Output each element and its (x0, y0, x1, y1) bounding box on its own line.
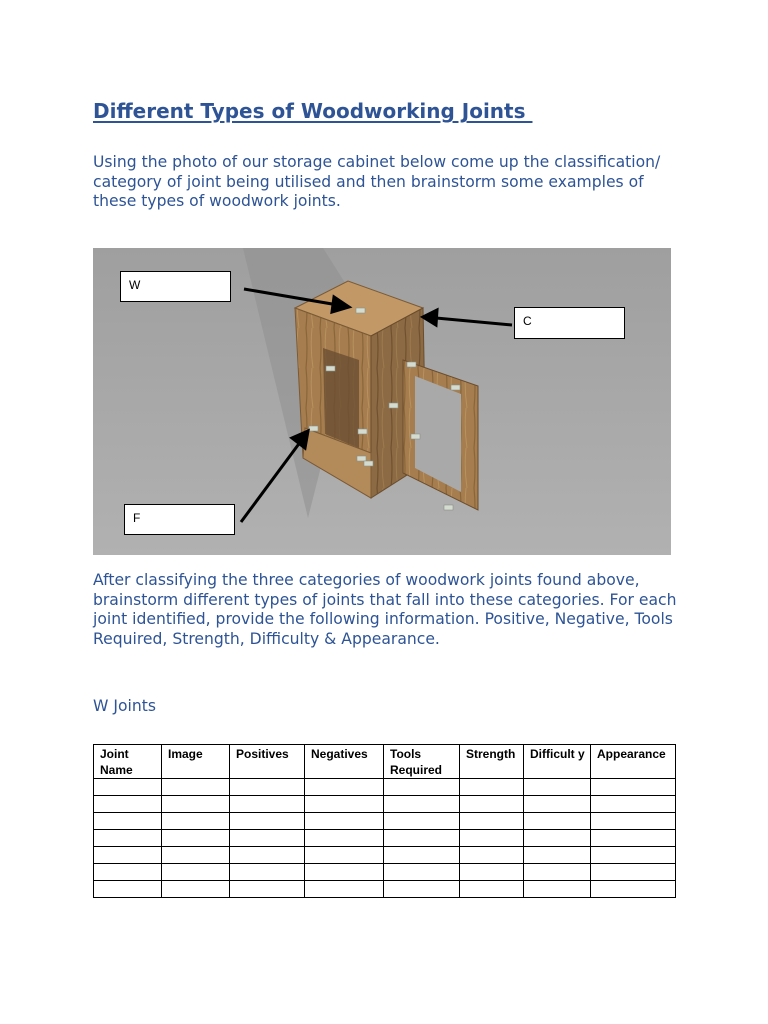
document-title: Different Types of Woodworking Joints (93, 99, 533, 123)
table-cell[interactable] (384, 796, 460, 813)
table-cell[interactable] (460, 813, 524, 830)
table-cell[interactable] (305, 881, 384, 898)
table-cell[interactable] (230, 847, 305, 864)
table-cell[interactable] (384, 847, 460, 864)
header-image: Image (162, 745, 230, 779)
header-strength: Strength (460, 745, 524, 779)
table-cell[interactable] (524, 881, 591, 898)
table-body (94, 779, 676, 898)
table-cell[interactable] (162, 864, 230, 881)
intro-paragraph: Using the photo of our storage cabinet below come up the classification/ category of joint being utilised and then brainstorm some examples of these types of woodwork joints. (93, 153, 661, 210)
header-difficulty: Difficult y (524, 745, 591, 779)
label-box-c: C (514, 307, 625, 339)
table-cell[interactable] (384, 813, 460, 830)
table-cell[interactable] (384, 881, 460, 898)
table-cell[interactable] (591, 813, 676, 830)
table-cell[interactable] (460, 796, 524, 813)
cabinet-figure (93, 248, 671, 555)
table-cell[interactable] (162, 779, 230, 796)
table-cell[interactable] (94, 813, 162, 830)
table-row (94, 864, 676, 881)
table-cell[interactable] (162, 881, 230, 898)
table-cell[interactable] (460, 864, 524, 881)
table-cell[interactable] (591, 796, 676, 813)
table-header-row (94, 745, 676, 779)
table-cell[interactable] (384, 830, 460, 847)
table-cell[interactable] (162, 813, 230, 830)
table-cell[interactable] (305, 847, 384, 864)
table-cell[interactable] (94, 796, 162, 813)
table-cell[interactable] (591, 864, 676, 881)
table-cell[interactable] (230, 779, 305, 796)
table-cell[interactable] (460, 830, 524, 847)
table-cell[interactable] (94, 779, 162, 796)
table-cell[interactable] (305, 864, 384, 881)
w-joints-table (93, 744, 676, 898)
table-cell[interactable] (524, 847, 591, 864)
table-cell[interactable] (305, 796, 384, 813)
header-appearance: Appearance (591, 745, 676, 779)
table-cell[interactable] (305, 813, 384, 830)
table-cell[interactable] (305, 830, 384, 847)
table-cell[interactable] (162, 796, 230, 813)
table-cell[interactable] (524, 813, 591, 830)
table-row (94, 813, 676, 830)
table-cell[interactable] (591, 847, 676, 864)
table-cell[interactable] (162, 847, 230, 864)
table-cell[interactable] (524, 830, 591, 847)
table-cell[interactable] (230, 796, 305, 813)
table-cell[interactable] (230, 881, 305, 898)
table-cell[interactable] (230, 830, 305, 847)
table-cell[interactable] (94, 881, 162, 898)
table-cell[interactable] (230, 813, 305, 830)
table-cell[interactable] (460, 881, 524, 898)
header-joint-name: Joint Name (94, 745, 162, 779)
section-heading-w-joints: W Joints (93, 697, 156, 715)
table-cell[interactable] (384, 779, 460, 796)
table-cell[interactable] (591, 779, 676, 796)
table-cell[interactable] (305, 779, 384, 796)
label-box-w: W (120, 271, 231, 302)
table-row (94, 779, 676, 796)
label-box-f: F (124, 504, 235, 535)
table-cell[interactable] (230, 864, 305, 881)
instructions-paragraph: After classifying the three categories of woodwork joints found above, brainstorm different types of joints that fall into these categories. For each joint identified, provide the following information. Positive, Negative, Tools Required, Strength, Difficulty & Appearance. (93, 571, 677, 648)
table-cell[interactable] (162, 830, 230, 847)
table-row (94, 830, 676, 847)
table-row (94, 847, 676, 864)
table-row (94, 881, 676, 898)
table-cell[interactable] (591, 830, 676, 847)
table-cell[interactable] (94, 864, 162, 881)
table-cell[interactable] (460, 847, 524, 864)
table-cell[interactable] (591, 881, 676, 898)
header-tools-required: Tools Required (384, 745, 460, 779)
table-cell[interactable] (94, 847, 162, 864)
header-positives: Positives (230, 745, 305, 779)
table-cell[interactable] (524, 864, 591, 881)
table-row (94, 796, 676, 813)
header-negatives: Negatives (305, 745, 384, 779)
table-cell[interactable] (384, 864, 460, 881)
table-cell[interactable] (460, 779, 524, 796)
table-cell[interactable] (94, 830, 162, 847)
table-cell[interactable] (524, 796, 591, 813)
table-cell[interactable] (524, 779, 591, 796)
